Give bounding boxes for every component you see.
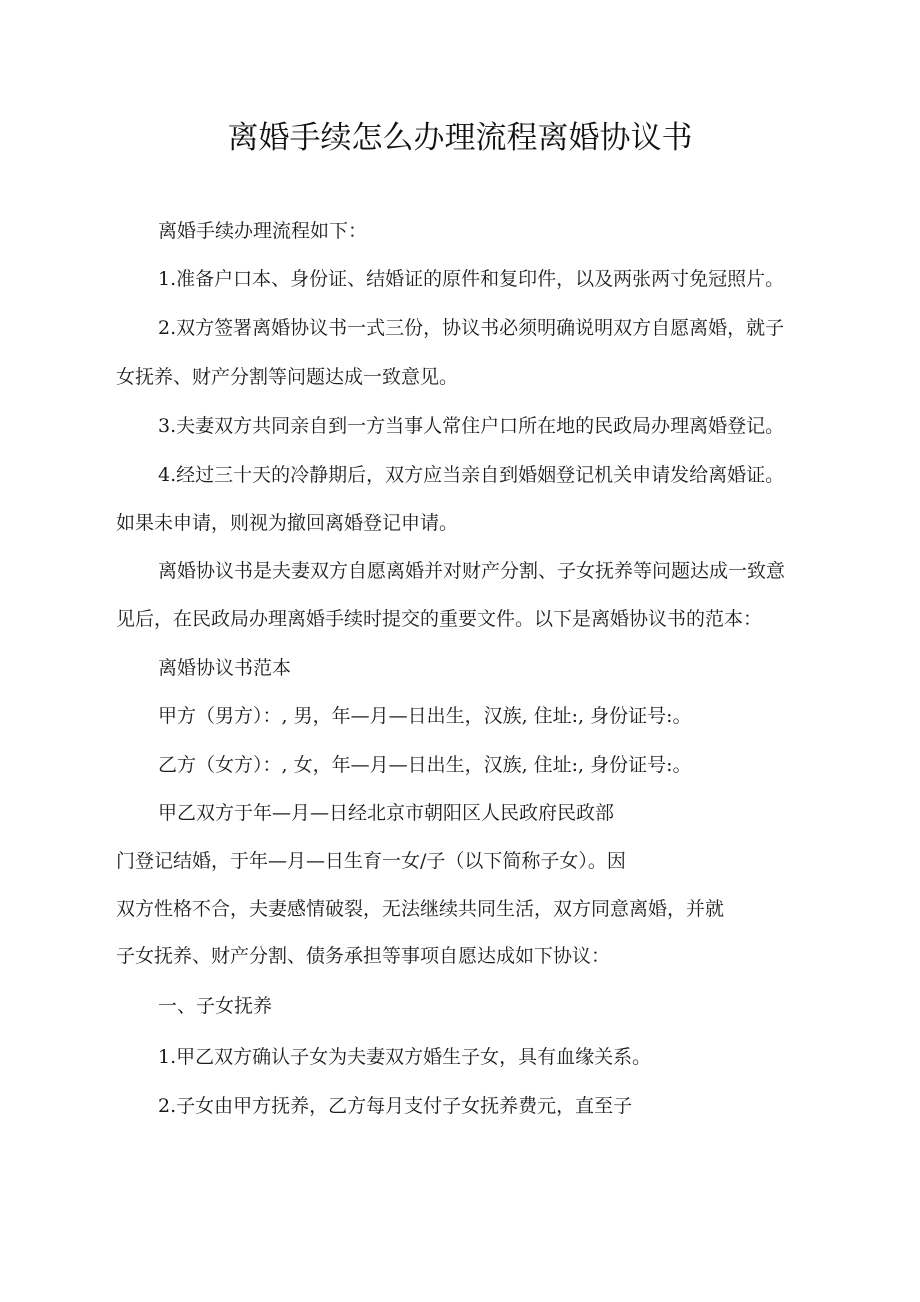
section-heading: 一、子女抚养 xyxy=(158,995,273,1017)
paragraph-line: 双方性格不合，夫妻感情破裂，无法继续共同生活，双方同意离婚，并就 xyxy=(116,898,725,920)
paragraph-line: 离婚协议书是夫妻双方自愿离婚并对财产分割、子女抚养等问题达成一致意 xyxy=(158,560,786,582)
paragraph-line: 乙方（女方）：, 女，年—月—日出生，汉族, 住址:, 身份证号:。 xyxy=(158,754,692,776)
paragraph-line: 1.准备户口本、身份证、结婚证的原件和复印件，以及两张两寸免冠照片。 xyxy=(158,268,785,290)
paragraph-line: 1.甲乙双方确认子女为夫妻双方婚生子女，具有血缘关系。 xyxy=(158,1046,652,1068)
paragraph-line: 见后，在民政局办理离婚手续时提交的重要文件。以下是离婚协议书的范本： xyxy=(116,608,763,630)
paragraph-line: 门登记结婚，于年—月—日生育一女/子（以下简称子女）。因 xyxy=(116,850,626,872)
document-title: 离婚手续怎么办理流程离婚协议书 xyxy=(227,120,693,156)
paragraph-line: 女抚养、财产分割等问题达成一致意见。 xyxy=(116,366,459,388)
paragraph-line: 2.子女由甲方抚养，乙方每月支付子女抚养费元，直至子 xyxy=(158,1095,633,1117)
paragraph-line: 甲乙双方于年—月—日经北京市朝阳区人民政府民政部 xyxy=(158,802,615,824)
paragraph-line: 离婚手续办理流程如下： xyxy=(158,220,368,242)
paragraph-line: 2.双方签署离婚协议书一式三份，协议书必须明确说明双方自愿离婚，就子 xyxy=(158,317,785,339)
section-heading: 离婚协议书范本 xyxy=(158,657,292,679)
paragraph-line: 甲方（男方）：, 男，年—月—日出生，汉族, 住址:, 身份证号:。 xyxy=(158,705,692,727)
paragraph-line: 4.经过三十天的冷静期后，双方应当亲自到婚姻登记机关申请发给离婚证。 xyxy=(158,464,785,486)
paragraph-line: 3.夫妻双方共同亲自到一方当事人常住户口所在地的民政局办理离婚登记。 xyxy=(158,415,785,437)
paragraph-line: 子女抚养、财产分割、债务承担等事项自愿达成如下协议： xyxy=(116,945,611,967)
paragraph-line: 如果未申请，则视为撤回离婚登记申请。 xyxy=(116,512,459,534)
